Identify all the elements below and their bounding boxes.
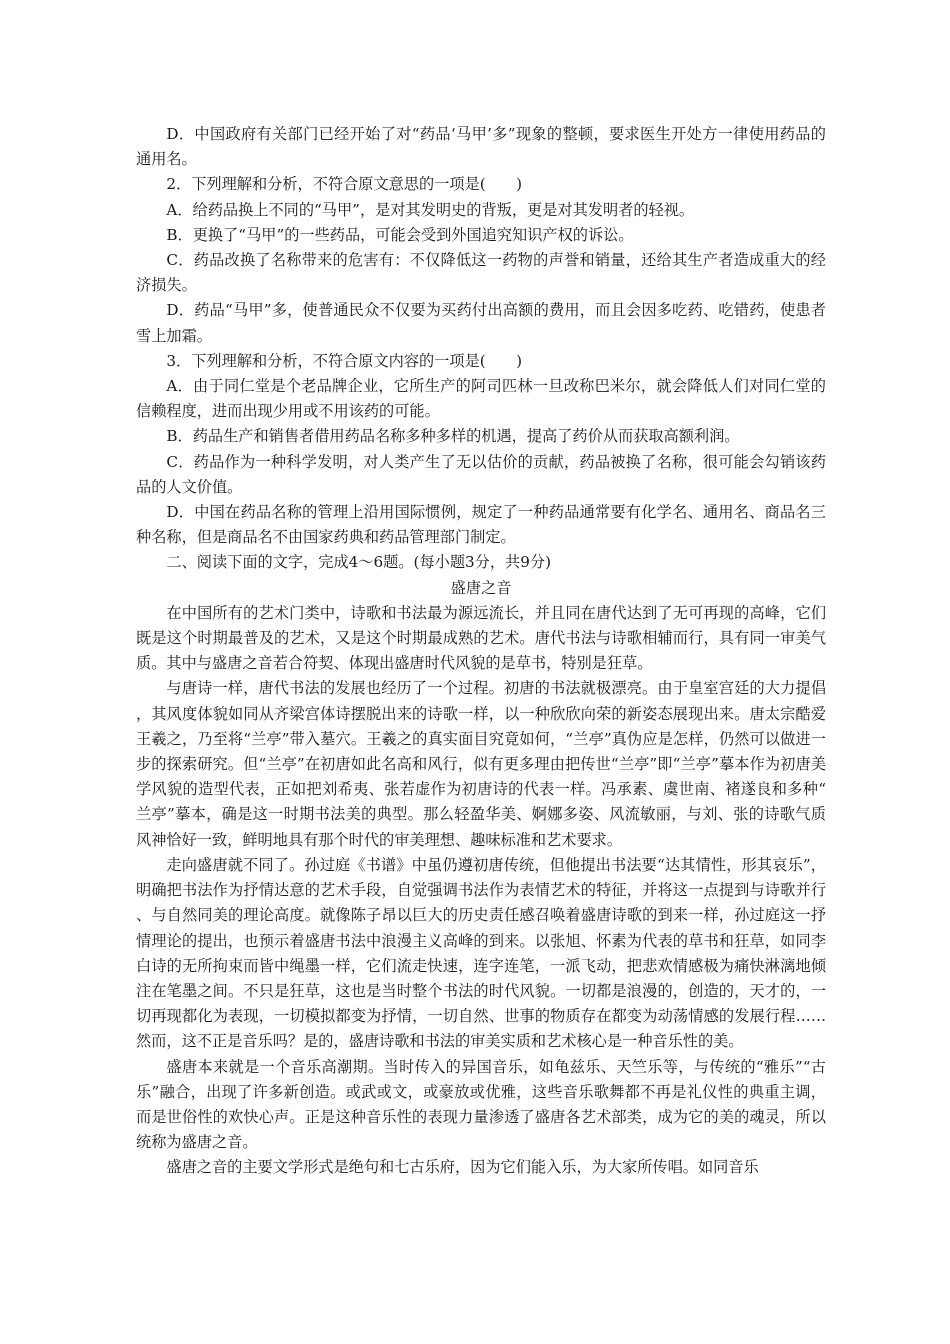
q3-option-c: C．药品作为一种科学发明，对人类产生了无以估价的贡献，药品被换了名称，很可能会勾销该药品的人文价值。	[136, 452, 826, 496]
passage-paragraph-2: 与唐诗一样，唐代书法的发展也经历了一个过程。初唐的书法就极漂亮。由于皇室宫廷的大力提倡，其风度体貌如同从齐梁宫体诗摆脱出来的诗歌一样，以一种欣欣向荣的新姿态展现出来。唐太宗酷爱王羲之，乃至将“兰亭”带入墓穴。王羲之的真实面目究竟如何，“兰亭”真伪应是怎样，仍然可以做进一步的探索研究。但“兰亭”在初唐如此名高和风行，似有更多理由把传世“兰亭”即“兰亭”摹本作为初唐美学风貌的造型代表，正如把刘希夷、张若虚作为初唐诗的代表一样。冯承素、虞世南、褚遂良和多种“兰亭”摹本，确是这一时期书法美的典型。那么轻盈华美、婀娜多姿、风流敏丽，与刘、张的诗歌气质风神恰好一致，鲜明地具有那个时代的审美理想、趣味标准和艺术要求。	[136, 679, 826, 849]
q2-option-a: A．给药品换上不同的“马甲”，是对其发明史的背叛，更是对其发明者的轻视。	[166, 200, 695, 219]
q1-option-d: D．中国政府有关部门已经开始了对“药品‘马甲’多”现象的整顿，要求医生开处方一律使用药品的通用名。	[136, 125, 826, 169]
passage-paragraph-5: 盛唐之音的主要文学形式是绝句和七古乐府，因为它们能入乐，为大家所传唱。如同音乐	[166, 1158, 759, 1177]
q2-option-c: C．药品改换了名称带来的危害有：不仅降低这一药物的声誉和销量，还给其生产者造成重大的经济损失。	[136, 251, 826, 295]
q2-option-d: D．药品“马甲”多，使普通民众不仅要为买药付出高额的费用，而且会因多吃药、吃错药，使患者雪上加霜。	[136, 301, 826, 345]
passage-paragraph-4: 盛唐本来就是一个音乐高潮期。当时传入的异国音乐，如龟兹乐、天竺乐等，与传统的“雅乐”“古乐”融合，出现了许多新创造。或武或文，或豪放或优雅，这些音乐歌舞都不再是礼仪性的典重主调，而是世俗性的欢快心声。正是这种音乐性的表现力量渗透了盛唐各艺术部类，成为它的美的魂灵，所以统称为盛唐之音。	[136, 1057, 826, 1152]
section-heading: 二、阅读下面的文字，完成4～6题。(每小题3分，共9分)	[166, 553, 552, 572]
passage-paragraph-3: 走向盛唐就不同了。孙过庭《书谱》中虽仍遵初唐传统，但他提出书法要“达其情性，形其哀乐”，明确把书法作为抒情达意的艺术手段，自觉强调书法作为表情艺术的特征，并将这一点提到与诗歌并行、与自然同美的理论高度。就像陈子昂以巨大的历史责任感召唤着盛唐诗歌的到来一样，孙过庭这一抒情理论的提出，也预示着盛唐书法中浪漫主义高峰的到来。以张旭、怀素为代表的草书和狂草，如同李白诗的无所拘束而皆中绳墨一样，它们流走快速，连字连笔，一派飞动，把悲欢情感极为痛快淋漓地倾注在笔墨之间。不只是狂草，这也是当时整个书法的时代风貌。一切都是浪漫的，创造的，天才的，一切再现都化为表现，一切模拟都变为抒情，一切自然、世事的物质存在都变为动荡情感的发展行程……然而，这不正是音乐吗？是的，盛唐诗歌和书法的审美实质和艺术核心是一种音乐性的美。	[136, 855, 826, 1051]
page-content	[136, 122, 826, 1181]
q2-option-b: B．更换了“马甲”的一些药品，可能会受到外国追究知识产权的诉讼。	[166, 225, 634, 244]
q3-stem: 3．下列理解和分析，不符合原文内容的一项是( )	[166, 351, 523, 370]
q2-stem: 2．下列理解和分析，不符合原文意思的一项是( )	[166, 175, 523, 194]
passage-title: 盛唐之音	[450, 578, 512, 597]
q3-option-a: A．由于同仁堂是个老品牌企业，它所生产的阿司匹林一旦改称巴米尔，就会降低人们对同仁堂的信赖程度，进而出现少用或不用该药的可能。	[136, 377, 826, 421]
passage-paragraph-1: 在中国所有的艺术门类中，诗歌和书法最为源远流长，并且同在唐代达到了无可再现的高峰，它们既是这个时期最普及的艺术，又是这个时期最成熟的艺术。唐代书法与诗歌相辅而行，具有同一审美气质。其中与盛唐之音若合符契、体现出盛唐时代风貌的是草书，特别是狂草。	[136, 603, 826, 673]
q3-option-b: B．药品生产和销售者借用药品名称多种多样的机遇，提高了药价从而获取高额利润。	[166, 427, 740, 446]
q3-option-d: D．中国在药品名称的管理上沿用国际惯例，规定了一种药品通常要有化学名、通用名、商品名三种名称，但是商品名不由国家药典和药品管理部门制定。	[136, 503, 826, 547]
